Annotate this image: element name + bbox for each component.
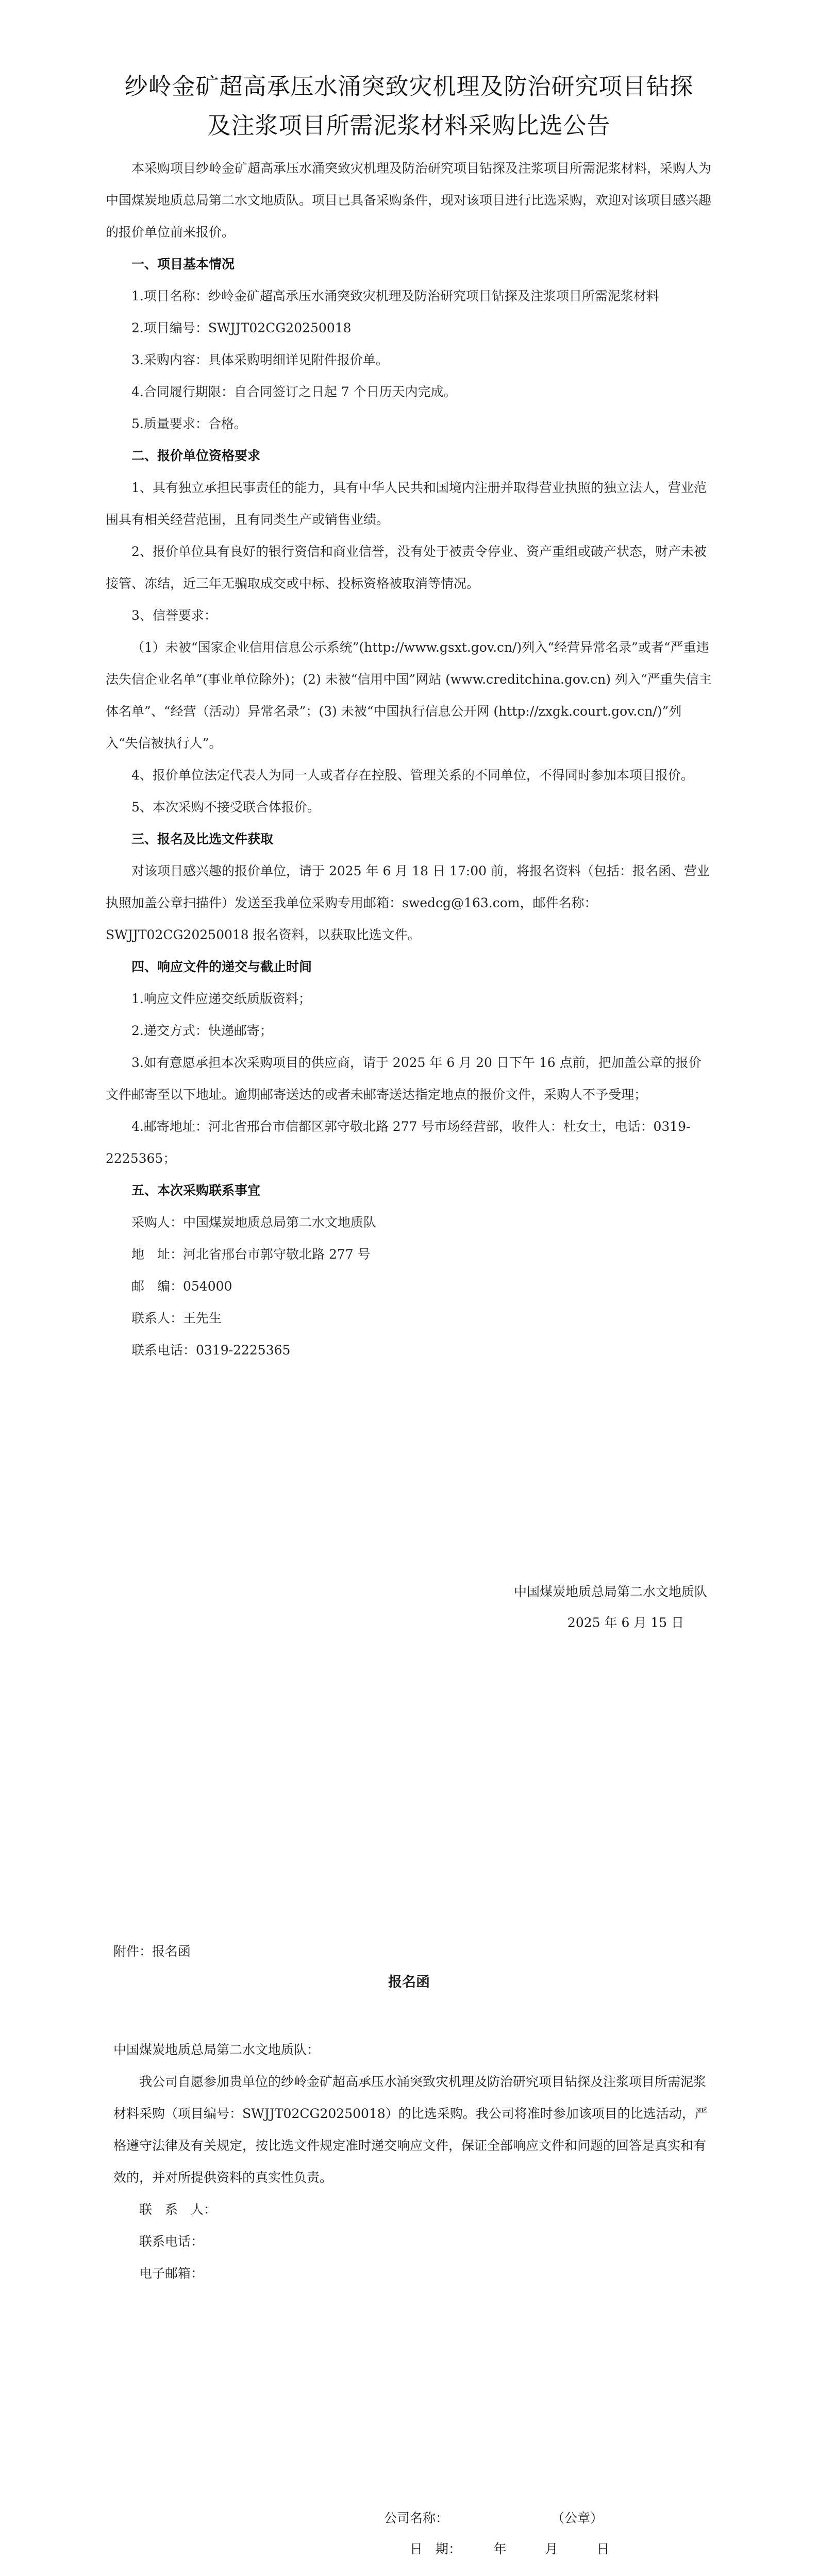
form-phone-label: 联系电话： — [139, 2234, 204, 2249]
section-1-heading: 一、项目基本情况 — [131, 257, 235, 272]
section-4-heading: 四、响应文件的递交与截止时间 — [131, 959, 312, 974]
form-statement: 我公司自愿参加贵单位的纱岭金矿超高承压水涌突致灾机理及防治研究项目钻探及注浆项目所需泥浆材料采购（项目编号：SWJJT02CG20250018）的比选采购。我公司将准时参加该项目的比选活动，严格遵守法律及有关规定，按比选文件规定准时递交响应文件，保证全部响应文件和问题的回答是真实和有效的，并对所提供资料的真实性负责。 — [113, 2074, 708, 2185]
form-signature — [384, 2503, 610, 2565]
form-company-line: 公司名称： （公章） — [384, 2511, 604, 2526]
s4-item-3: 3.如有意愿承担本次采购项目的供应商，请于 2025 年 6 月 20 日下午 16 点前，把加盖公章的报价文件邮寄至以下地址。逾期邮寄送达的或者未邮寄送达指定地点的报价文件，采购人不予受理； — [106, 1055, 702, 1102]
s2-item-3: 3、信誉要求： — [131, 608, 217, 623]
contact-purchaser: 采购人：中国煤炭地质总局第二水文地质队 — [131, 1215, 377, 1230]
contact-person: 联系人：王先生 — [131, 1311, 222, 1326]
s2-item-2: 2、报价单位具有良好的银行资信和商业信誉，没有处于被责令停业、资产重组或破产状态，财产未被接管、冻结，近三年无骗取成交或中标、投标资格被取消等情况。 — [106, 544, 707, 591]
form-addressee: 中国煤炭地质总局第二水文地质队： — [113, 2042, 320, 2057]
s1-item-1: 1.项目名称：纱岭金矿超高承压水涌突致灾机理及防治研究项目钻探及注浆项目所需泥浆材料 — [131, 289, 659, 303]
section-2-heading: 二、报价单位资格要求 — [131, 448, 261, 463]
registration-form-body — [113, 2034, 711, 2290]
s4-item-2: 2.递交方式：快递邮寄； — [131, 1023, 273, 1038]
intro-paragraph: 本采购项目纱岭金矿超高承压水涌突致灾机理及防治研究项目钻探及注浆项目所需泥浆材料，采购人为中国煤炭地质总局第二水文地质队。项目已具备采购条件，现对该项目进行比选采购，欢迎对该项目感兴趣的报价单位前来报价。 — [106, 161, 712, 240]
s1-item-5: 5.质量要求：合格。 — [131, 416, 247, 431]
form-email-label: 电子邮箱： — [139, 2266, 204, 2281]
section-3-heading: 三、报名及比选文件获取 — [131, 832, 274, 846]
form-date-line: 日 期： 年 月 日 — [384, 2541, 610, 2556]
s1-item-2: 2.项目编号：SWJJT02CG20250018 — [131, 320, 352, 335]
title-line-1: 纱岭金矿超高承压水涌突致灾机理及防治研究项目钻探 — [124, 73, 694, 100]
signature-org: 中国煤炭地质总局第二水文地质队 — [513, 1584, 707, 1599]
section-5-heading: 五、本次采购联系事宜 — [131, 1183, 261, 1198]
attachment-label: 附件：报名函 — [113, 1944, 191, 1959]
announcement-body — [106, 152, 714, 1366]
form-contact-label: 联 系 人： — [139, 2202, 217, 2217]
s3-text: 对该项目感兴趣的报价单位，请于 2025 年 6 月 18 日 17:00 前，将报名资料（包括：报名函、营业执照加盖公章扫描件）发送至我单位采购专用邮箱：swedcg@163.com，邮件名称：SWJJT02CG20250018 报名资料，以获取比选文件。 — [106, 863, 710, 942]
contact-phone: 联系电话：0319-2225365 — [131, 1343, 291, 1358]
s2-item-5: 5、本次采购不接受联合体报价。 — [131, 800, 320, 815]
document-title — [98, 67, 720, 145]
registration-form-title: 报名函 — [388, 1974, 430, 1990]
s1-item-4: 4.合同履行期限：自合同签订之日起 7 个日历天内完成。 — [131, 384, 457, 399]
s2-item-3-detail: （1）未被“国家企业信用信息公示系统”(http://www.gsxt.gov.cn/)列入“经营异常名录”或者“严重违法失信企业名单”(事业单位除外)；(2) 未被“信用中国”网站 (www.creditchina.gov.cn) 列入“严重失信主体名单”、“经营（活动）异常名录”；(3) 未被“中国执行信息公开网 (http://zxgk.court.gov.cn/)”列入“失信被执行人”。 — [106, 640, 712, 751]
contact-address: 地 址：河北省邢台市郭守敬北路 277 号 — [131, 1247, 371, 1262]
s1-item-3: 3.采购内容：具体采购明细详见附件报价单。 — [131, 352, 389, 367]
s2-item-4: 4、报价单位法定代表人为同一人或者存在控股、管理关系的不同单位，不得同时参加本项目报价。 — [131, 768, 694, 783]
s2-item-1: 1、具有独立承担民事责任的能力，具有中华人民共和国境内注册并取得营业执照的独立法人，营业范围具有相关经营范围，且有同类生产或销售业绩。 — [106, 480, 707, 527]
contact-postcode: 邮 编：054000 — [131, 1279, 232, 1294]
signature-date: 2025 年 6 月 15 日 — [567, 1615, 684, 1630]
s4-item-4: 4.邮寄地址：河北省邢台市信都区郭守敬北路 277 号市场经营部，收件人：杜女士，电话：0319-2225365； — [106, 1119, 691, 1166]
s4-item-1: 1.响应文件应递交纸质版资料； — [131, 991, 311, 1006]
title-line-2: 及注浆项目所需泥浆材料采购比选公告 — [207, 112, 611, 139]
signature-block — [514, 1577, 707, 1638]
